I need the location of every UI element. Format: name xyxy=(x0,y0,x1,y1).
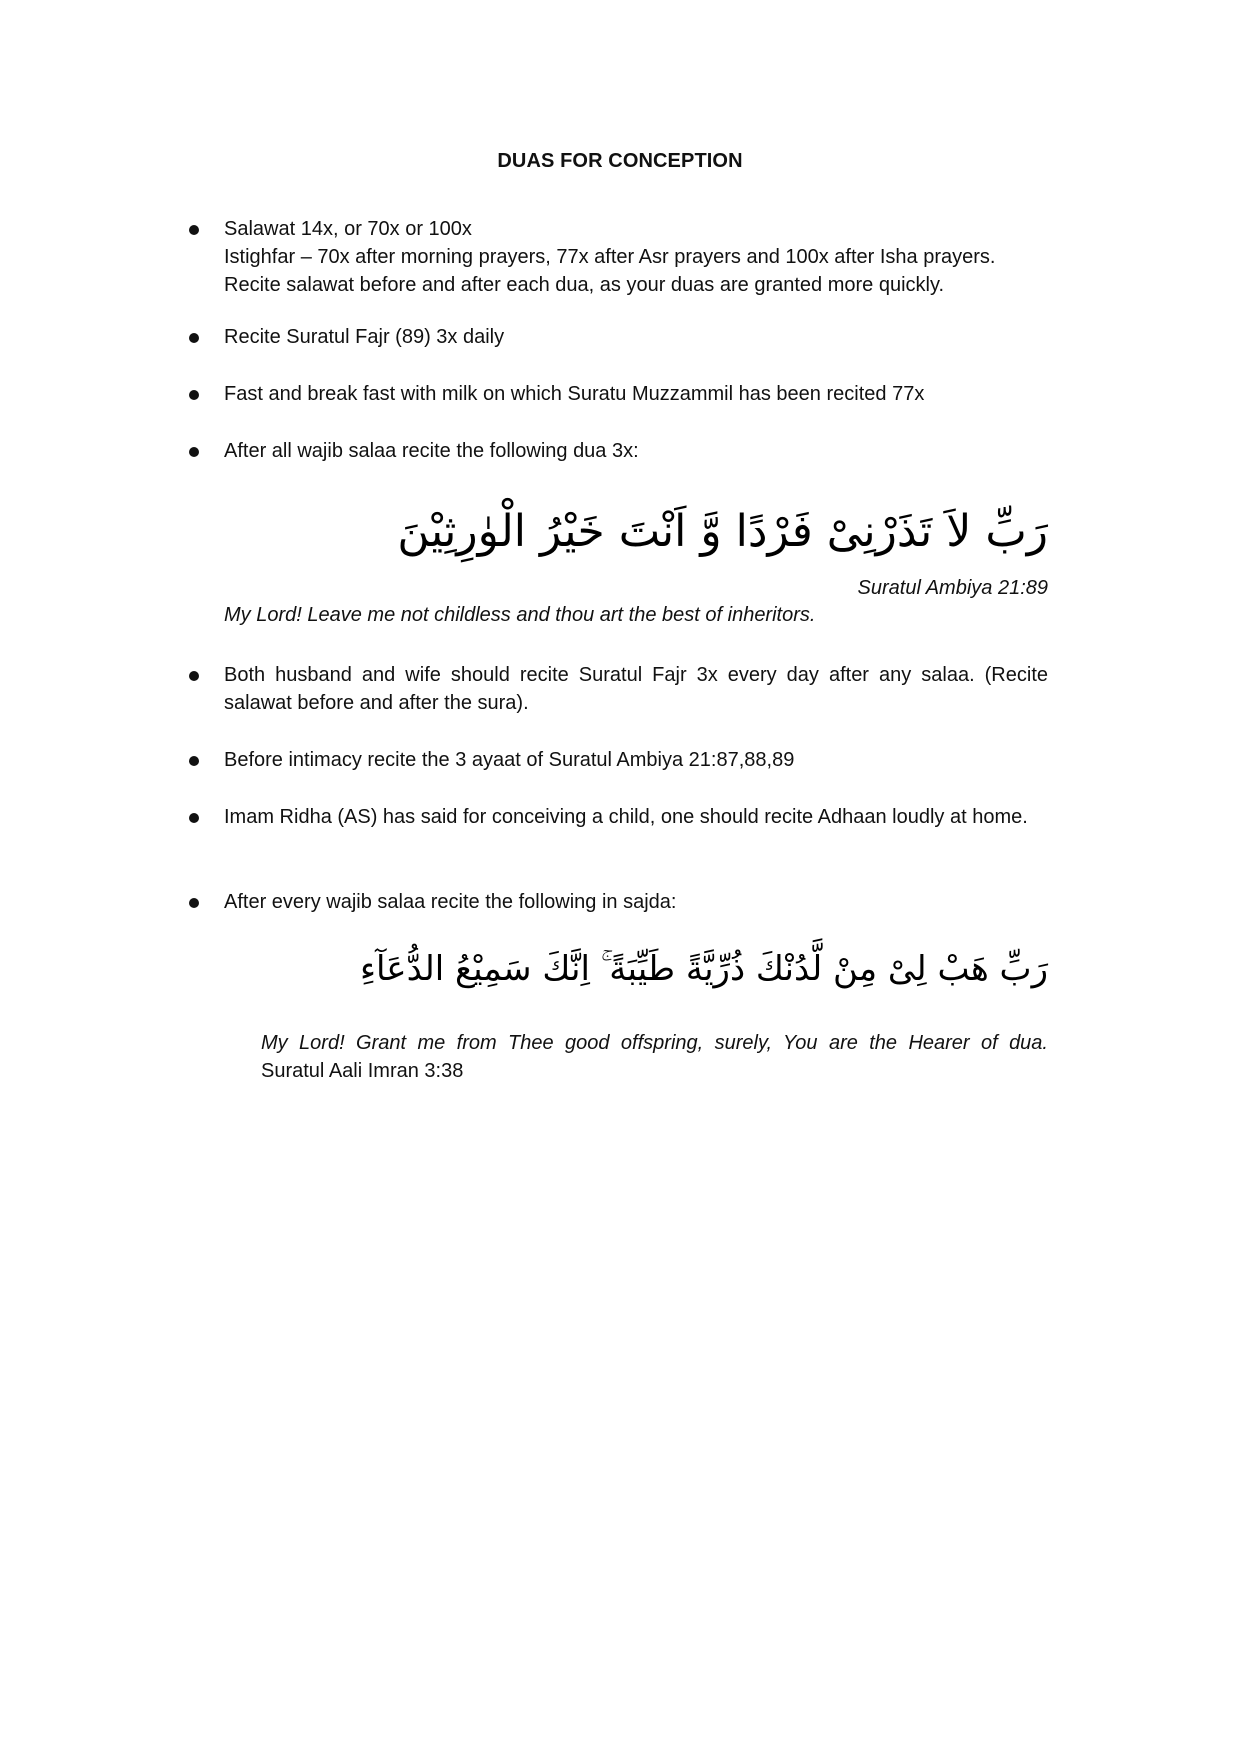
dua-reference: Suratul Ambiya 21:89 xyxy=(857,577,1048,599)
bullet-icon xyxy=(189,390,199,400)
bullet-icon xyxy=(189,898,199,908)
bullet-icon xyxy=(189,333,199,343)
bullet-icon xyxy=(189,813,199,823)
bullet-icon xyxy=(189,225,199,235)
list-item: After every wajib salaa recite the following in sajda: xyxy=(224,891,677,913)
document-title: DUAS FOR CONCEPTION xyxy=(497,150,743,172)
dua-arabic-text: رَبِّ لاَ تَذَرْنِىْ فَرْدًا وَّ اَنْتَ خَيْرُ الْوٰرِثِيْنَ xyxy=(397,506,1048,557)
dua-arabic-text: رَبِّ هَبْ لِىْ مِنْ لَّدُنْكَ ذُرِّيَّةً طَيِّبَةً ۚ اِنَّكَ سَمِيْعُ الدُّعَآءِ xyxy=(359,949,1048,989)
bullet-icon xyxy=(189,671,199,681)
list-item: Both husband and wife should recite Suratul Fajr 3x every day after any salaa. (Recite salawat before and after the sura). xyxy=(224,664,1048,714)
dua-reference: Suratul Aali Imran 3:38 xyxy=(261,1060,464,1082)
dua-translation: My Lord! Leave me not childless and thou art the best of inheritors. xyxy=(224,604,816,626)
list-item-line: Recite salawat before and after each dua, as your duas are granted more quickly. xyxy=(224,274,945,296)
list-item-line: Istighfar – 70x after morning prayers, 77x after Asr prayers and 100x after Isha prayers. xyxy=(224,246,996,268)
list-item: Recite Suratul Fajr (89) 3x daily xyxy=(224,326,505,348)
dua-translation-block xyxy=(261,1029,1048,1085)
list-item: Imam Ridha (AS) has said for conceiving a child, one should recite Adhaan loudly at home. xyxy=(224,806,1028,828)
list-item: Fast and break fast with milk on which Suratu Muzzammil has been recited 77x xyxy=(224,383,925,405)
list-item: Before intimacy recite the 3 ayaat of Suratul Ambiya 21:87,88,89 xyxy=(224,749,795,771)
list-item xyxy=(224,215,1048,299)
list-item: After all wajib salaa recite the following dua 3x: xyxy=(224,440,639,462)
bullet-icon xyxy=(189,756,199,766)
bullet-icon xyxy=(189,447,199,457)
list-item-line: Salawat 14x, or 70x or 100x xyxy=(224,218,472,240)
dua-translation: My Lord! Grant me from Thee good offspring, surely, You are the Hearer of dua. xyxy=(261,1032,1048,1054)
